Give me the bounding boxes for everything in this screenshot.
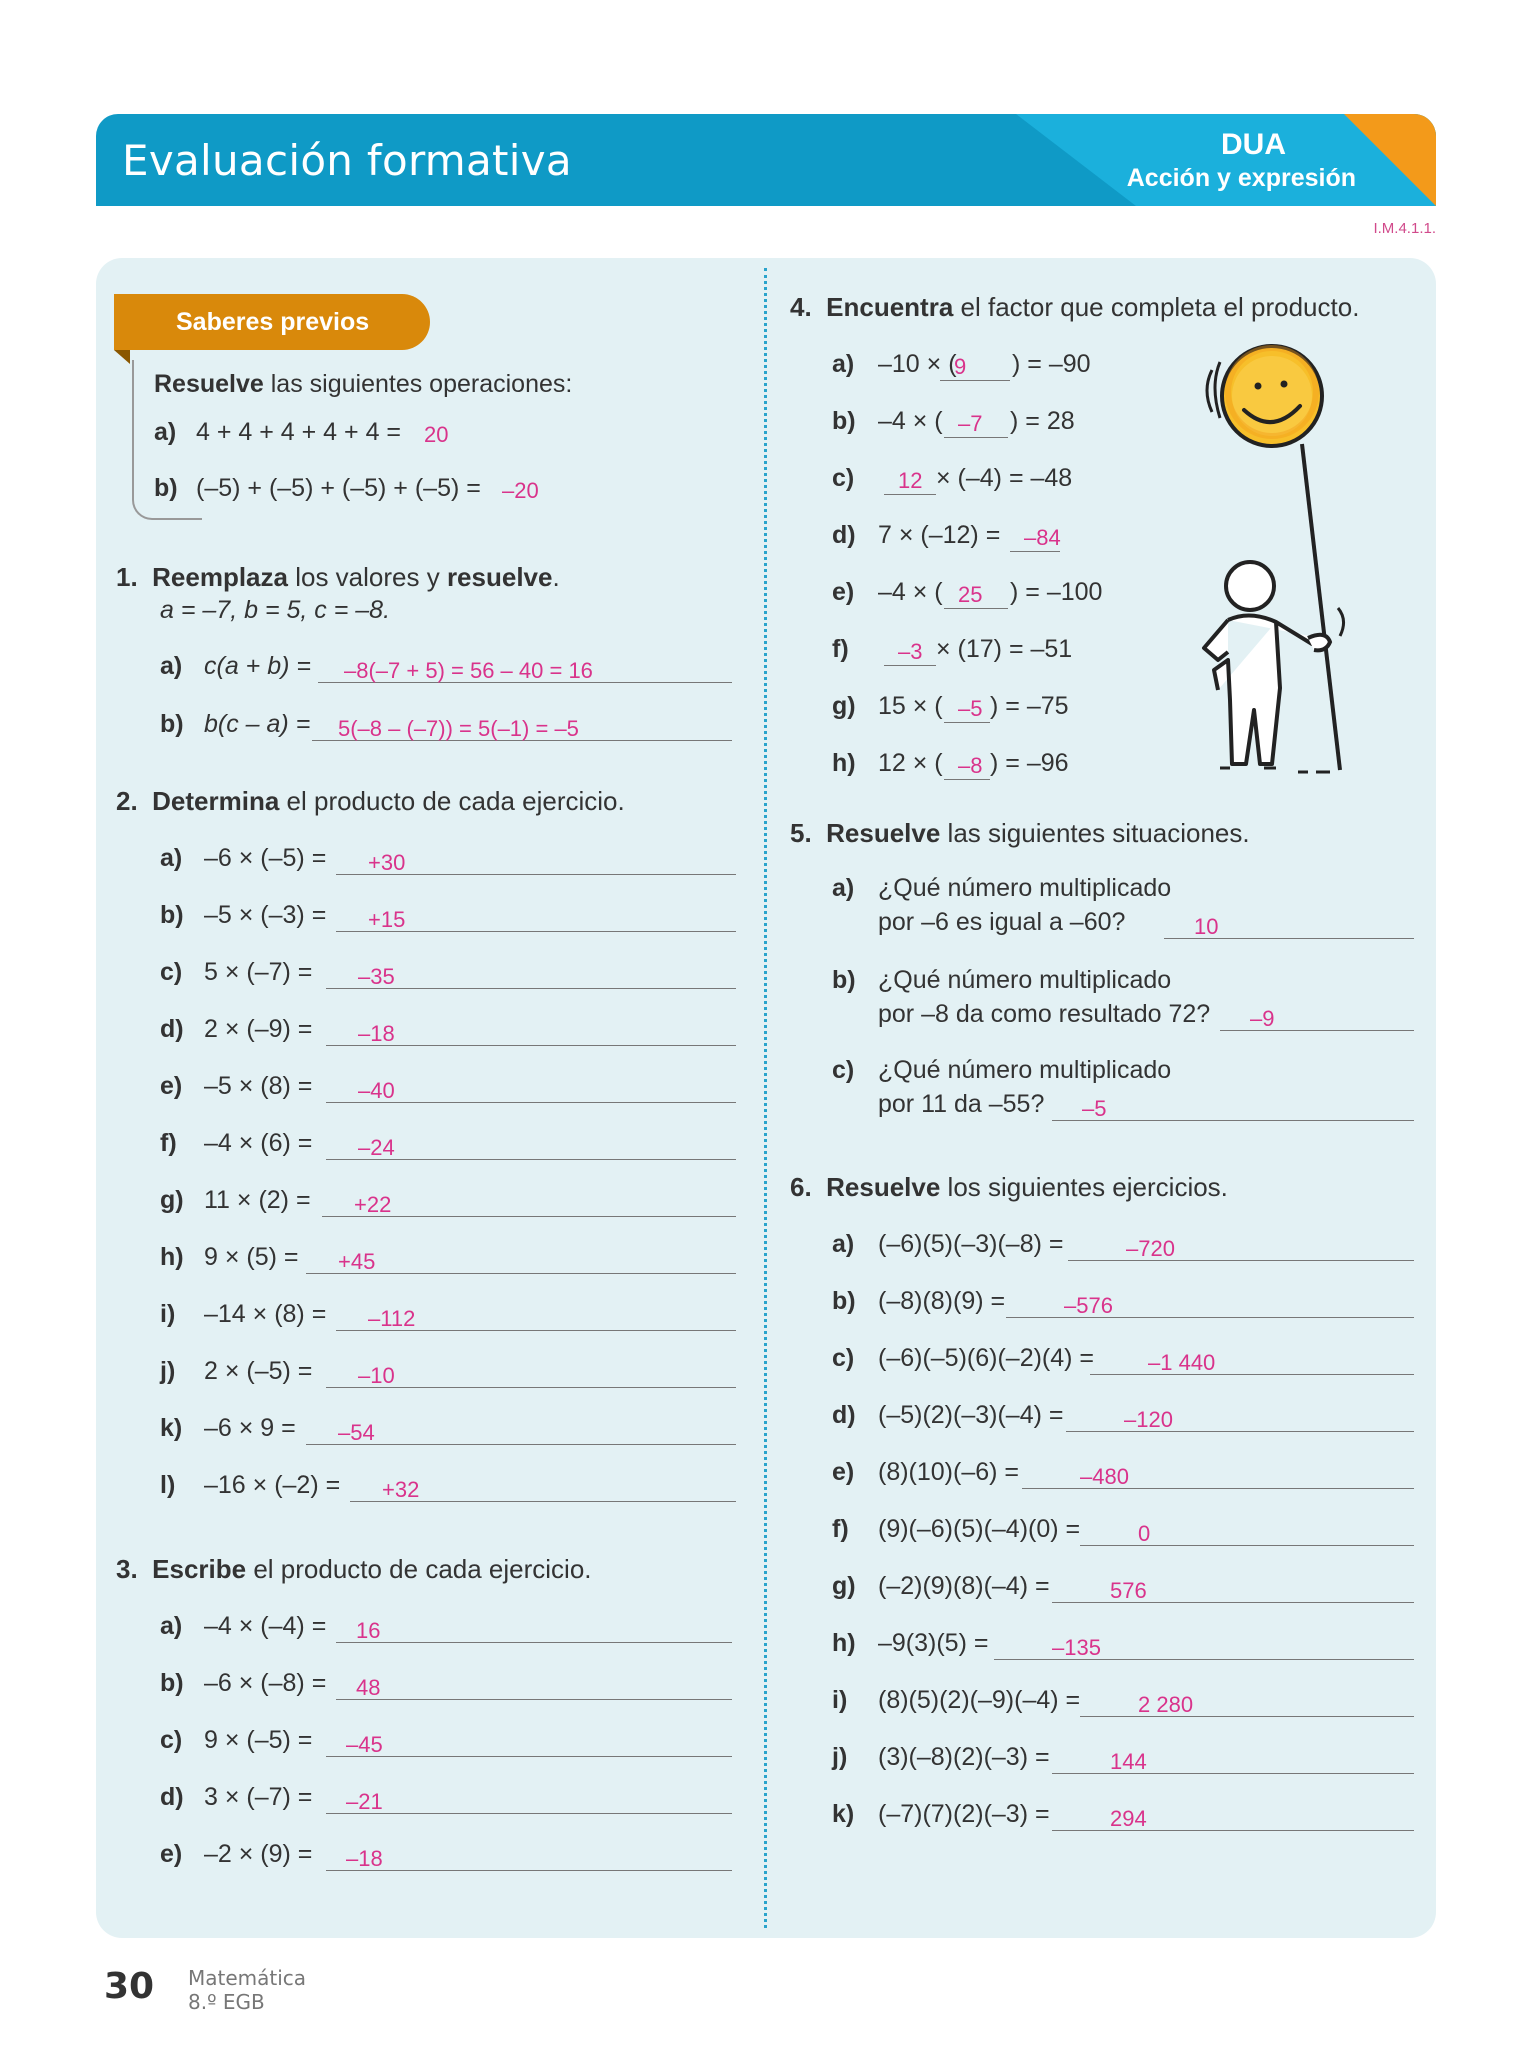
ex3-item-answer: 16 — [356, 1618, 381, 1643]
ex6-item-letter: b) — [832, 1287, 856, 1315]
ex5-heading: 5. Resuelve las siguientes situaciones. — [790, 818, 1250, 848]
ex4-blank-line[interactable] — [944, 779, 990, 780]
ex2-item-answer: +30 — [368, 850, 406, 875]
ex6-item-letter: e) — [832, 1458, 855, 1486]
ex1-item-answer: 5(–8 – (–7)) = 5(–1) = –5 — [338, 716, 579, 741]
ex6-answer-line[interactable] — [1052, 1773, 1414, 1774]
saberes-previos-instruction: Resuelve las siguientes operaciones: — [154, 370, 573, 398]
page-number: 30 — [104, 1966, 155, 2007]
dua-title: DUA — [1221, 128, 1286, 161]
ex4-item-letter: d) — [832, 521, 856, 549]
ex2-item-expression: –4 × (6) = — [204, 1129, 313, 1157]
ex4-item-post: ) = –100 — [1010, 578, 1103, 606]
ex2-item-expression: –14 × (8) = — [204, 1300, 327, 1328]
ex4-blank-line[interactable] — [884, 494, 936, 495]
ex1-item-expression: c(a + b) = — [204, 652, 311, 680]
ex3-heading: 3. Escribe el producto de cada ejercicio. — [116, 1554, 592, 1584]
ex4-item-pre: 12 × ( — [878, 749, 943, 777]
ex2-item-answer: +32 — [382, 1477, 420, 1502]
ex1-item-letter: a) — [160, 652, 183, 680]
saberes_previos-item-letter: b) — [154, 474, 178, 502]
ex6-item-letter: k) — [832, 1800, 855, 1828]
ex3-item-answer: 48 — [356, 1675, 381, 1700]
footer-subject: Matemática — [188, 1966, 307, 1990]
saberes-previos-label: Saberes previos — [176, 308, 370, 336]
ex1-item-letter: b) — [160, 710, 184, 738]
ex2-item-letter: j) — [160, 1357, 176, 1385]
ex4-item-letter: e) — [832, 578, 855, 606]
ex3-answer-line[interactable] — [336, 1642, 732, 1643]
ex5-item-question-line2: por 11 da –55? — [878, 1090, 1045, 1118]
ex6-item-letter: c) — [832, 1344, 855, 1372]
ex2-item-expression: –5 × (–3) = — [204, 901, 327, 929]
ex6-item-answer: 576 — [1110, 1578, 1147, 1603]
ex4-item-pre: –10 × ( — [878, 350, 957, 378]
column-divider — [764, 268, 767, 1928]
ex2-item-letter: i) — [160, 1300, 176, 1328]
ex6-item-expression: (9)(–6)(5)(–4)(0) = — [878, 1515, 1081, 1543]
ex4-item-answer: –84 — [1024, 525, 1061, 550]
ex3-item-expression: –2 × (9) = — [204, 1840, 313, 1868]
ex6-item-letter: j) — [832, 1743, 848, 1771]
ex4-item-post: ) = –75 — [990, 692, 1069, 720]
ex2-item-letter: f) — [160, 1129, 177, 1157]
ex4-item-letter: g) — [832, 692, 856, 720]
ex6-item-expression: (–5)(2)(–3)(–4) = — [878, 1401, 1064, 1429]
indicator-code: I.M.4.1.1. — [1373, 220, 1436, 237]
ex3-item-letter: b) — [160, 1669, 184, 1697]
ex4-blank-line[interactable] — [940, 380, 1010, 381]
ex2-item-expression: 2 × (–5) = — [204, 1357, 313, 1385]
ex6-answer-line[interactable] — [1068, 1260, 1414, 1261]
ex5-item-question-line1: ¿Qué número multiplicado — [878, 874, 1172, 902]
ex6-item-letter: i) — [832, 1686, 848, 1714]
stick-figure-holding-smiley-balloon-icon — [1180, 340, 1360, 780]
ex4-item-post: ) = –96 — [990, 749, 1069, 777]
ex5-item-letter: b) — [832, 966, 856, 994]
ex6-item-expression: (–6)(–5)(6)(–2)(4) = — [878, 1344, 1095, 1372]
ex6-answer-line[interactable] — [1080, 1716, 1414, 1717]
ex5-item-answer: –5 — [1082, 1096, 1107, 1121]
ex3-item-letter: e) — [160, 1840, 183, 1868]
ex5-item-question-line2: por –8 da como resultado 72? — [878, 1000, 1211, 1028]
ex3-answer-line[interactable] — [336, 1699, 732, 1700]
ex4-item-answer: 9 — [954, 354, 967, 379]
ex4-item-pre: –4 × ( — [878, 407, 943, 435]
ex2-item-expression: 9 × (5) = — [204, 1243, 299, 1271]
ex5-item-letter: c) — [832, 1056, 855, 1084]
ex4-item-post: ) = –90 — [1012, 350, 1091, 378]
ex5-item-answer: –9 — [1250, 1006, 1275, 1031]
ex2-item-expression: –6 × (–5) = — [204, 844, 327, 872]
ex2-item-expression: –16 × (–2) = — [204, 1471, 341, 1499]
ex2-heading: 2. Determina el producto de cada ejercicio. — [116, 786, 625, 816]
ex2-item-letter: d) — [160, 1015, 184, 1043]
ex6-answer-line[interactable] — [1052, 1602, 1414, 1603]
ex4-item-letter: c) — [832, 464, 855, 492]
ex3-item-expression: 3 × (–7) = — [204, 1783, 313, 1811]
ex3-item-letter: c) — [160, 1726, 183, 1754]
ex6-item-answer: 2 280 — [1138, 1692, 1194, 1717]
ex3-item-answer: –18 — [346, 1846, 383, 1871]
ex6-item-expression: (–8)(8)(9) = — [878, 1287, 1006, 1315]
saberes_previos-item-answer: 20 — [424, 422, 449, 447]
ex2-item-letter: k) — [160, 1414, 183, 1442]
ex4-blank-line[interactable] — [1010, 551, 1060, 552]
ex6-answer-line[interactable] — [1080, 1545, 1414, 1546]
ex6-item-answer: –480 — [1080, 1464, 1129, 1489]
ex3-item-expression: –6 × (–8) = — [204, 1669, 327, 1697]
ex2-item-answer: –35 — [358, 964, 395, 989]
ex2-item-expression: –6 × 9 = — [204, 1414, 296, 1442]
ex6-item-letter: d) — [832, 1401, 856, 1429]
ex3-item-letter: a) — [160, 1612, 183, 1640]
ex6-answer-line[interactable] — [1066, 1431, 1414, 1432]
ex6-item-letter: h) — [832, 1629, 856, 1657]
ex4-item-answer: –8 — [958, 753, 983, 778]
ex4-item-letter: f) — [832, 635, 849, 663]
ex3-answer-line[interactable] — [326, 1756, 732, 1757]
ex6-item-answer: –120 — [1124, 1407, 1173, 1432]
ex4-blank-line[interactable] — [944, 608, 1008, 609]
page-title: Evaluación formativa — [122, 136, 572, 185]
ex3-answer-line[interactable] — [326, 1813, 732, 1814]
saberes_previos-item-expression: (–5) + (–5) + (–5) + (–5) = — [196, 474, 481, 502]
ex3-answer-line[interactable] — [326, 1870, 732, 1871]
ex5-item-answer: 10 — [1194, 914, 1219, 939]
ex4-item-pre: –4 × ( — [878, 578, 943, 606]
ex2-item-letter: e) — [160, 1072, 183, 1100]
ex6-item-expression: (3)(–8)(2)(–3) = — [878, 1743, 1050, 1771]
saberes_previos-item-expression: 4 + 4 + 4 + 4 + 4 = — [196, 418, 402, 446]
ex6-item-letter: f) — [832, 1515, 849, 1543]
ex6-item-answer: –1 440 — [1148, 1350, 1216, 1375]
ex2-item-letter: h) — [160, 1243, 184, 1271]
ex6-answer-line[interactable] — [1090, 1374, 1414, 1375]
ex6-item-answer: 144 — [1110, 1749, 1147, 1774]
ex4-item-letter: b) — [832, 407, 856, 435]
ex6-heading: 6. Resuelve los siguientes ejercicios. — [790, 1172, 1228, 1202]
ex2-item-expression: 5 × (–7) = — [204, 958, 313, 986]
ex2-item-answer: –54 — [338, 1420, 375, 1445]
ex6-answer-line[interactable] — [1052, 1830, 1414, 1831]
ex6-item-answer: 0 — [1138, 1521, 1151, 1546]
header-banner — [96, 114, 1436, 206]
ex2-item-answer: +15 — [368, 907, 406, 932]
ex4-item-answer: –7 — [958, 411, 983, 436]
ex6-item-expression: (8)(10)(–6) = — [878, 1458, 1020, 1486]
ex6-item-expression: (–2)(9)(8)(–4) = — [878, 1572, 1050, 1600]
ex3-item-answer: –21 — [346, 1789, 383, 1814]
ex4-item-answer: –3 — [898, 639, 923, 664]
ex4-item-answer: –5 — [958, 696, 983, 721]
ex6-item-answer: –720 — [1126, 1236, 1175, 1261]
saberes_previos-item-letter: a) — [154, 418, 177, 446]
ex3-item-answer: –45 — [346, 1732, 383, 1757]
ex4-item-pre: 15 × ( — [878, 692, 943, 720]
ex4-item-answer: 25 — [958, 582, 983, 607]
ex3-item-expression: –4 × (–4) = — [204, 1612, 327, 1640]
ex1-item-answer: –8(–7 + 5) = 56 – 40 = 16 — [344, 658, 593, 683]
ex2-item-expression: –5 × (8) = — [204, 1072, 313, 1100]
ex4-item-post: × (–4) = –48 — [936, 464, 1073, 492]
ex3-item-letter: d) — [160, 1783, 184, 1811]
ex6-item-answer: –135 — [1052, 1635, 1101, 1660]
ex2-item-answer: +22 — [354, 1192, 392, 1217]
dua-subtitle: Acción y expresión — [1126, 164, 1356, 192]
ex1-heading: 1. Reemplaza los valores y resuelve. — [116, 562, 560, 592]
ex4-item-pre: 7 × (–12) = — [878, 521, 1001, 549]
ex4-item-letter: h) — [832, 749, 856, 777]
ex6-item-answer: 294 — [1110, 1806, 1147, 1831]
ex2-item-answer: –10 — [358, 1363, 395, 1388]
ex2-item-letter: b) — [160, 901, 184, 929]
ex2-item-letter: l) — [160, 1471, 176, 1499]
ex2-item-answer: –24 — [358, 1135, 395, 1160]
ex6-item-answer: –576 — [1064, 1293, 1113, 1318]
ex6-item-expression: (8)(5)(2)(–9)(–4) = — [878, 1686, 1081, 1714]
ex2-item-expression: 11 × (2) = — [204, 1186, 311, 1214]
ex1-item-expression: b(c – a) = — [204, 710, 311, 738]
ex2-item-letter: c) — [160, 958, 183, 986]
ex4-heading: 4. Encuentra el factor que completa el producto. — [790, 292, 1360, 322]
ex4-blank-line[interactable] — [944, 722, 990, 723]
footer-grade: 8.º EGB — [188, 1990, 265, 2014]
ex4-item-letter: a) — [832, 350, 855, 378]
ex6-item-expression: –9(3)(5) = — [878, 1629, 989, 1657]
ex2-item-expression: 2 × (–9) = — [204, 1015, 313, 1043]
ex6-item-letter: a) — [832, 1230, 855, 1258]
ex2-item-answer: –18 — [358, 1021, 395, 1046]
ex6-item-expression: (–7)(7)(2)(–3) = — [878, 1800, 1050, 1828]
ex3-item-expression: 9 × (–5) = — [204, 1726, 313, 1754]
ex4-item-post: × (17) = –51 — [936, 635, 1073, 663]
ex4-item-post: ) = 28 — [1010, 407, 1075, 435]
ex5-item-question-line1: ¿Qué número multiplicado — [878, 1056, 1172, 1084]
ex6-item-expression: (–6)(5)(–3)(–8) = — [878, 1230, 1064, 1258]
ex2-item-answer: –40 — [358, 1078, 395, 1103]
ex1-values: a = –7, b = 5, c = –8. — [160, 596, 391, 624]
ex5-item-question-line1: ¿Qué número multiplicado — [878, 966, 1172, 994]
ex2-item-answer: –112 — [368, 1306, 416, 1331]
ex2-item-letter: a) — [160, 844, 183, 872]
ex2-item-answer: +45 — [338, 1249, 376, 1274]
ex6-item-letter: g) — [832, 1572, 856, 1600]
ex4-item-answer: 12 — [898, 468, 923, 493]
saberes_previos-item-answer: –20 — [502, 478, 539, 503]
ex4-blank-line[interactable] — [944, 437, 1008, 438]
ex2-item-letter: g) — [160, 1186, 184, 1214]
ex5-item-letter: a) — [832, 874, 855, 902]
ex4-blank-line[interactable] — [884, 665, 936, 666]
ex5-item-question-line2: por –6 es igual a –60? — [878, 908, 1126, 936]
